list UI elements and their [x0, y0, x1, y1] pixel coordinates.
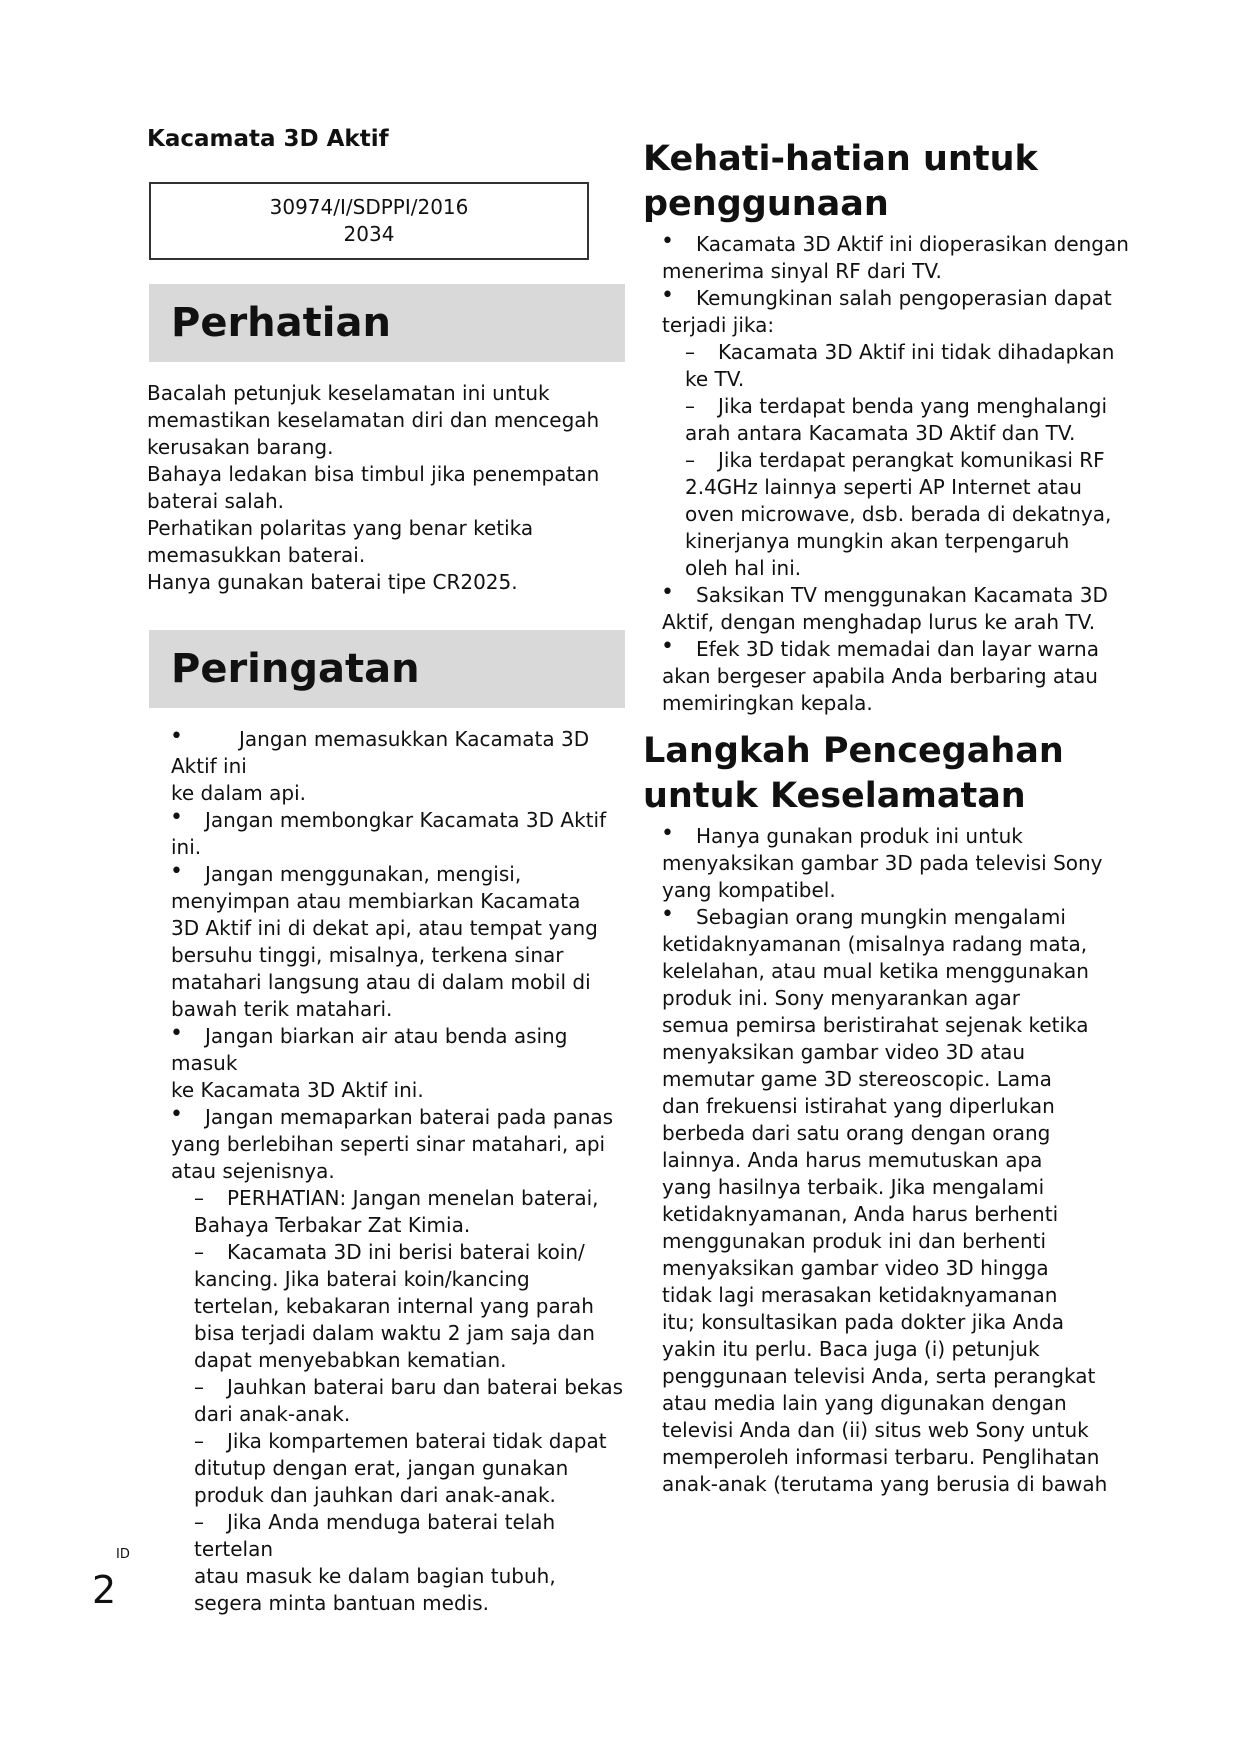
text-line: Efek 3D tidak memadai dan layar warna — [696, 637, 1099, 661]
left-column — [147, 126, 637, 1617]
text-line: dan frekuensi istirahat yang diperlukan — [662, 1094, 1055, 1118]
text-line: baterai salah. — [147, 489, 285, 513]
bullet-icon: • — [170, 805, 183, 830]
text-line: yang berlebihan seperti sinar matahari, api — [171, 1132, 606, 1156]
sub-list — [662, 339, 1143, 582]
peringatan-heading: Peringatan — [149, 630, 625, 708]
list-item — [662, 823, 1143, 904]
certification-box — [149, 182, 589, 260]
text-line: oven microwave, dsb. berada di dekatnya, — [685, 502, 1112, 526]
text-line: itu; konsultasikan pada dokter jika Anda — [662, 1310, 1064, 1334]
text-line: dari anak-anak. — [194, 1402, 351, 1426]
text-line: tertelan, kebakaran internal yang parah — [194, 1294, 594, 1318]
peringatan-list — [171, 726, 637, 1617]
dash-icon: – — [194, 1429, 204, 1453]
right-column — [643, 137, 1143, 1498]
text-line: produk dan jauhkan dari anak-anak. — [194, 1483, 556, 1507]
list-item — [171, 807, 637, 861]
text-line: anak-anak (terutama yang berusia di bawah — [662, 1472, 1108, 1496]
page-number: 2 — [92, 1568, 117, 1612]
text-line: atau media lain yang digunakan dengan — [662, 1391, 1067, 1415]
dash-icon: – — [194, 1240, 204, 1264]
langkah-heading — [643, 729, 1143, 819]
text-line: segera minta bantuan medis. — [194, 1591, 489, 1615]
text-line: memiringkan kepala. — [662, 691, 873, 715]
text-line: dapat menyebabkan kematian. — [194, 1348, 507, 1372]
cert-code: 2034 — [343, 222, 395, 246]
text-line: menggunakan produk ini dan berhenti — [662, 1229, 1047, 1253]
text-line: matahari langsung atau di dalam mobil di — [171, 970, 591, 994]
text-line: Jangan membongkar Kacamata 3D Aktif ini. — [171, 808, 607, 859]
text-line: Kacamata 3D ini berisi baterai koin/ — [227, 1240, 585, 1264]
language-tag: ID — [116, 1547, 130, 1562]
text-line: yakin itu perlu. Baca juga (i) petunjuk — [662, 1337, 1040, 1361]
text-line: 2.4GHz lainnya seperti AP Internet atau — [685, 475, 1082, 499]
product-title: Kacamata 3D Aktif — [147, 126, 389, 152]
text-line: Kemungkinan salah pengoperasian dapat — [696, 286, 1112, 310]
list-item — [171, 1023, 637, 1104]
text-line: Kacamata 3D Aktif ini dioperasikan dengan — [696, 232, 1129, 256]
text-line: yang hasilnya terbaik. Jika mengalami — [662, 1175, 1045, 1199]
text-line: kinerjanya mungkin akan terpengaruh — [685, 529, 1070, 553]
bullet-icon: • — [661, 821, 674, 846]
bullet-icon: • — [661, 902, 674, 927]
text-line: memastikan keselamatan diri dan mencegah — [147, 408, 600, 432]
bullet-icon: • — [170, 859, 183, 884]
text-line: semua pemirsa beristirahat sejenak ketika — [662, 1013, 1089, 1037]
text-line: Jika Anda menduga baterai telah tertelan — [194, 1510, 556, 1561]
text-line: tidak lagi merasakan ketidaknyamanan — [662, 1283, 1058, 1307]
text-line: atau masuk ke dalam bagian tubuh, — [194, 1564, 556, 1588]
perhatian-text — [147, 380, 637, 596]
heading-line: untuk Keselamatan — [643, 776, 1026, 816]
text-line: bawah terik matahari. — [171, 997, 393, 1021]
dash-icon: – — [685, 394, 695, 418]
list-item — [171, 861, 637, 1023]
text-line: menyaksikan gambar 3D pada televisi Sony — [662, 851, 1103, 875]
text-line: yang kompatibel. — [662, 878, 836, 902]
text-line: Perhatikan polaritas yang benar ketika — [147, 516, 534, 540]
text-line: kancing. Jika baterai koin/kancing — [194, 1267, 530, 1291]
text-line: ditutup dengan erat, jangan gunakan — [194, 1456, 569, 1480]
sub-list — [171, 1185, 637, 1617]
list-item — [171, 726, 637, 807]
sub-list-item — [194, 1185, 637, 1239]
text-line: ke dalam api. — [171, 781, 306, 805]
text-line: Jauhkan baterai baru dan baterai bekas — [227, 1375, 624, 1399]
text-line: Jangan biarkan air atau benda asing masuk — [171, 1024, 568, 1075]
heading-line: Kehati-hatian untuk — [643, 139, 1038, 179]
text-line: akan bergeser apabila Anda berbaring atau — [662, 664, 1098, 688]
text-line: kerusakan barang. — [147, 435, 334, 459]
sub-list-item — [194, 1509, 637, 1617]
text-line: bersuhu tinggi, misalnya, terkena sinar — [171, 943, 564, 967]
bullet-icon: • — [170, 724, 183, 749]
heading-line: Langkah Pencegahan — [643, 731, 1064, 771]
text-line: Saksikan TV menggunakan Kacamata 3D — [696, 583, 1108, 607]
text-line: lainnya. Anda harus memutuskan apa — [662, 1148, 1043, 1172]
text-line: Jika terdapat perangkat komunikasi RF — [718, 448, 1105, 472]
text-line: ke Kacamata 3D Aktif ini. — [171, 1078, 424, 1102]
text-line: Jika terdapat benda yang menghalangi — [718, 394, 1108, 418]
text-line: atau sejenisnya. — [171, 1159, 335, 1183]
bullet-icon: • — [661, 634, 674, 659]
text-line: menyaksikan gambar video 3D atau — [662, 1040, 1026, 1064]
dash-icon: – — [194, 1510, 204, 1534]
list-item — [662, 285, 1143, 582]
text-line: Jangan memaparkan baterai pada panas — [205, 1105, 614, 1129]
dash-icon: – — [194, 1186, 204, 1210]
text-line: memutar game 3D stereoscopic. Lama — [662, 1067, 1052, 1091]
sub-list-item — [194, 1374, 637, 1428]
kehati-list — [662, 231, 1143, 717]
text-line: Hanya gunakan baterai tipe CR2025. — [147, 570, 518, 594]
list-item — [662, 582, 1143, 636]
text-line: produk ini. Sony menyarankan agar — [662, 986, 1020, 1010]
dash-icon: – — [194, 1375, 204, 1399]
list-item — [662, 231, 1143, 285]
sub-list-item — [685, 447, 1143, 582]
text-line: Jangan menggunakan, mengisi, — [205, 862, 522, 886]
text-line: PERHATIAN: Jangan menelan baterai, — [227, 1186, 599, 1210]
text-line: memperoleh informasi terbaru. Penglihatan — [662, 1445, 1100, 1469]
text-line: ke TV. — [685, 367, 745, 391]
bullet-icon: • — [661, 580, 674, 605]
text-line: Jangan memasukkan Kacamata 3D Aktif ini — [171, 727, 590, 778]
text-line: Sebagian orang mungkin mengalami — [696, 905, 1066, 929]
text-line: menyaksikan gambar video 3D hingga — [662, 1256, 1049, 1280]
list-item — [662, 636, 1143, 717]
sub-list-item — [685, 339, 1143, 393]
text-line: menerima sinyal RF dari TV. — [662, 259, 942, 283]
text-line: kelelahan, atau mual ketika menggunakan — [662, 959, 1089, 983]
cert-number: 30974/I/SDPPI/2016 — [269, 195, 469, 219]
bullet-icon: • — [170, 1102, 183, 1127]
list-item — [171, 1104, 637, 1617]
bullet-icon: • — [170, 1021, 183, 1046]
text-line: berbeda dari satu orang dengan orang — [662, 1121, 1051, 1145]
bullet-icon: • — [661, 229, 674, 254]
sub-list-item — [194, 1239, 637, 1374]
text-line: memasukkan baterai. — [147, 543, 366, 567]
text-line: Jika kompartemen baterai tidak dapat — [227, 1429, 607, 1453]
kehati-heading — [643, 137, 1143, 227]
perhatian-heading: Perhatian — [149, 284, 625, 362]
dash-icon: – — [685, 448, 695, 472]
langkah-list — [662, 823, 1143, 1498]
sub-list-item — [194, 1428, 637, 1509]
text-line: ketidaknyamanan, Anda harus berhenti — [662, 1202, 1059, 1226]
text-line: Hanya gunakan produk ini untuk — [696, 824, 1023, 848]
heading-line: penggunaan — [643, 184, 889, 224]
bullet-icon: • — [661, 283, 674, 308]
sub-list-item — [685, 393, 1143, 447]
text-line: arah antara Kacamata 3D Aktif dan TV. — [685, 421, 1076, 445]
text-line: terjadi jika: — [662, 313, 775, 337]
list-item — [662, 904, 1143, 1498]
text-line: menyimpan atau membiarkan Kacamata — [171, 889, 581, 913]
text-line: penggunaan televisi Anda, serta perangkat — [662, 1364, 1096, 1388]
text-line: Aktif, dengan menghadap lurus ke arah TV. — [662, 610, 1096, 634]
text-line: Kacamata 3D Aktif ini tidak dihadapkan — [718, 340, 1115, 364]
text-line: Bahaya ledakan bisa timbul jika penempatan — [147, 462, 600, 486]
text-line: ketidaknyamanan (misalnya radang mata, — [662, 932, 1088, 956]
text-line: oleh hal ini. — [685, 556, 802, 580]
text-line: televisi Anda dan (ii) situs web Sony untuk — [662, 1418, 1089, 1442]
text-line: 3D Aktif ini di dekat api, atau tempat yang — [171, 916, 598, 940]
text-line: bisa terjadi dalam waktu 2 jam saja dan — [194, 1321, 595, 1345]
text-line: Bahaya Terbakar Zat Kimia. — [194, 1213, 471, 1237]
dash-icon: – — [685, 340, 695, 364]
text-line: Bacalah petunjuk keselamatan ini untuk — [147, 381, 550, 405]
